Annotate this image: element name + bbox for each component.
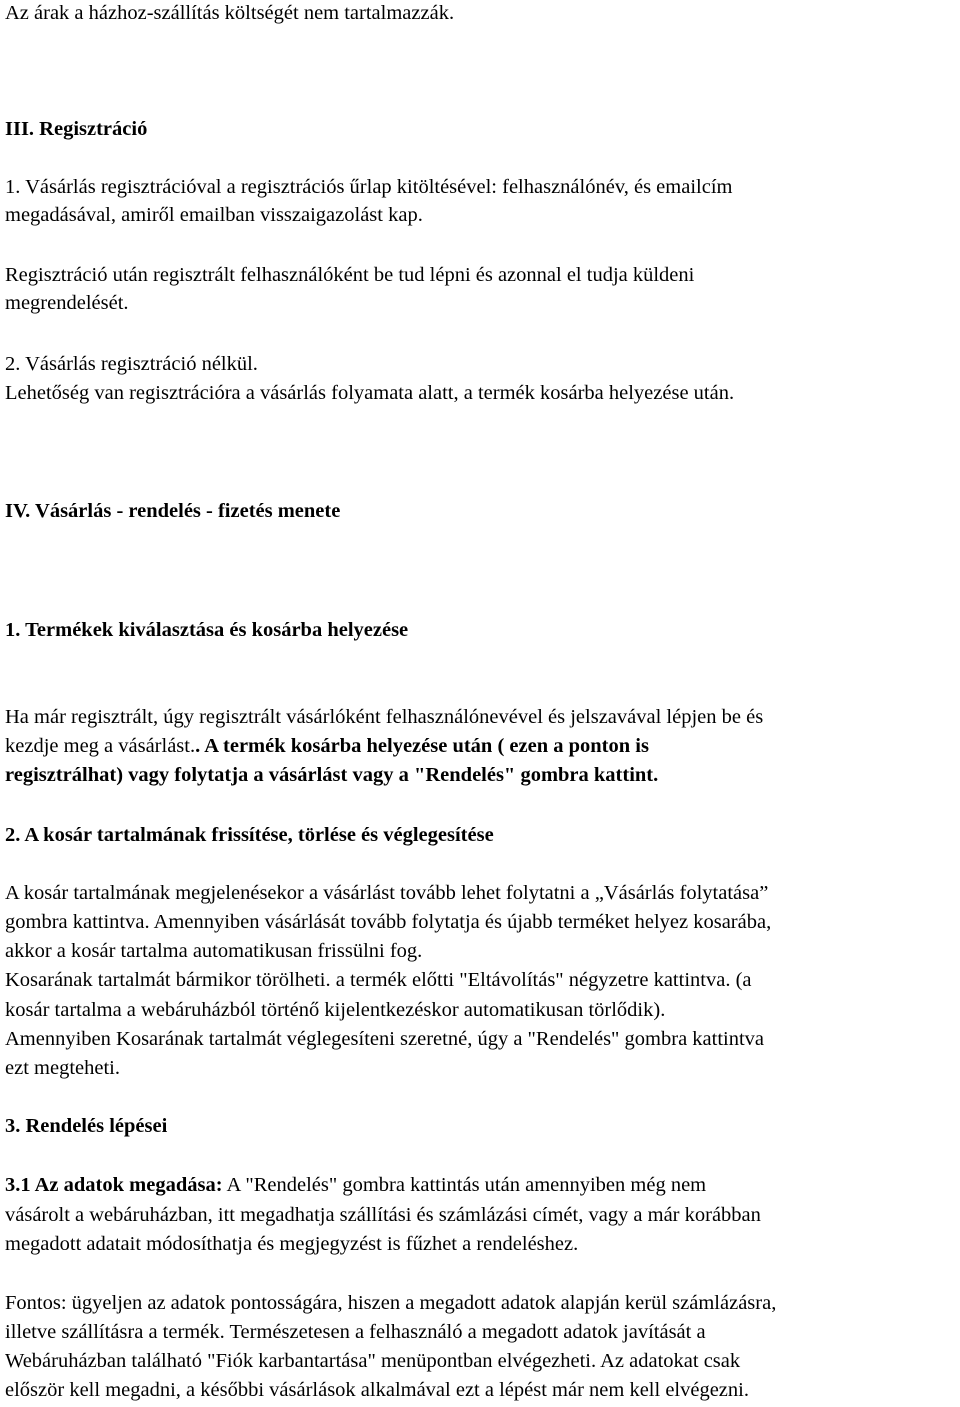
step-3-1-label: 3.1 Az adatok megadása: (5, 1174, 223, 1196)
price-note: Az árak a házhoz-szállítás költségét nem tartalmazzák. (5, 2, 455, 24)
step-2-line: Amennyiben Kosarának tartalmát véglegesíteni szeretné, úgy a "Rendelés" gombra kattintva (5, 1028, 765, 1050)
registration-item-2-line-2: Lehetőség van regisztrációra a vásárlás folyamata alatt, a termék kosárba helyezése után. (5, 382, 735, 404)
step-2-line: A kosár tartalmának megjelenésekor a vásárlást tovább lehet folytatni a „Vásárlás folytatása” (5, 882, 769, 904)
note-line: először kell megadni, a későbbi vásárlások alkalmával ezt a lépést már nem kell elvégezni. (5, 1379, 749, 1401)
step-2-line: akkor a kosár tartalma automatikusan frissülni fog. (5, 940, 423, 962)
step-3-heading: 3. Rendelés lépései (5, 1115, 168, 1137)
step-2-line: Kosarának tartalmát bármikor törölheti. a termék előtti "Eltávolítás" négyzetre kattintva. (a (5, 969, 752, 991)
note-line: Fontos: ügyeljen az adatok pontosságára, hiszen a megadott adatok alapján kerül számlázásra, (5, 1292, 777, 1314)
section-heading-registration: III. Regisztráció (5, 118, 148, 140)
step-2-heading: 2. A kosár tartalmának frissítése, törlése és véglegesítése (5, 824, 494, 846)
step-1-line-2-bold: . A termék kosárba helyezése után ( ezen a ponton is (195, 735, 649, 757)
section-heading-purchase: IV. Vásárlás - rendelés - fizetés menete (5, 500, 341, 522)
step-1-line-3: regisztrálhat) vagy folytatja a vásárlást vagy a "Rendelés" gombra kattint. (5, 764, 659, 786)
step-1-line-1: Ha már regisztrált, úgy regisztrált vásárlóként felhasználónevével és jelszavával lépjen be és (5, 706, 764, 728)
step-2-line: gombra kattintva. Amennyiben vásárlását tovább folytatja és újabb terméket helyez kosarába, (5, 911, 772, 933)
registration-item-1-line-1: 1. Vásárlás regisztrációval a regisztrációs űrlap kitöltésével: felhasználónév, és emailcím (5, 176, 733, 198)
step-1-line-2-normal: kezdje meg a vásárlást. (5, 735, 196, 757)
note-line: illetve szállításra a termék. Természetesen a felhasználó a megadott adatok javítását a (5, 1321, 706, 1343)
registration-after-line-2: megrendelését. (5, 292, 129, 314)
registration-after-line-1: Regisztráció után regisztrált felhasználóként be tud lépni és azonnal el tudja küldeni (5, 264, 695, 286)
step-3-1-line-1-rest: A "Rendelés" gombra kattintás után amennyiben még nem (222, 1174, 707, 1196)
registration-item-1-line-2: megadásával, amiről emailban visszaigazolást kap. (5, 204, 423, 226)
registration-item-2-line-1: 2. Vásárlás regisztráció nélkül. (5, 353, 258, 375)
step-3-1-line-2: vásárolt a webáruházban, itt megadhatja szállítási és számlázási címét, vagy a már korábban (5, 1204, 761, 1226)
step-1-heading: 1. Termékek kiválasztása és kosárba helyezése (5, 619, 409, 641)
step-2-line: kosár tartalma a webáruházból történő kijelentkezéskor automatikusan törlődik). (5, 999, 666, 1021)
step-1-line-2 (5, 733, 649, 759)
step-3-1-line-3: megadott adatait módosíthatja és megjegyzést is fűzhet a rendeléshez. (5, 1233, 579, 1255)
step-3-1-line-1 (5, 1172, 706, 1198)
note-line: Webáruházban található "Fiók karbantartása" menüpontban elvégezheti. Az adatokat csak (5, 1350, 741, 1372)
step-2-line: ezt megteheti. (5, 1057, 120, 1079)
